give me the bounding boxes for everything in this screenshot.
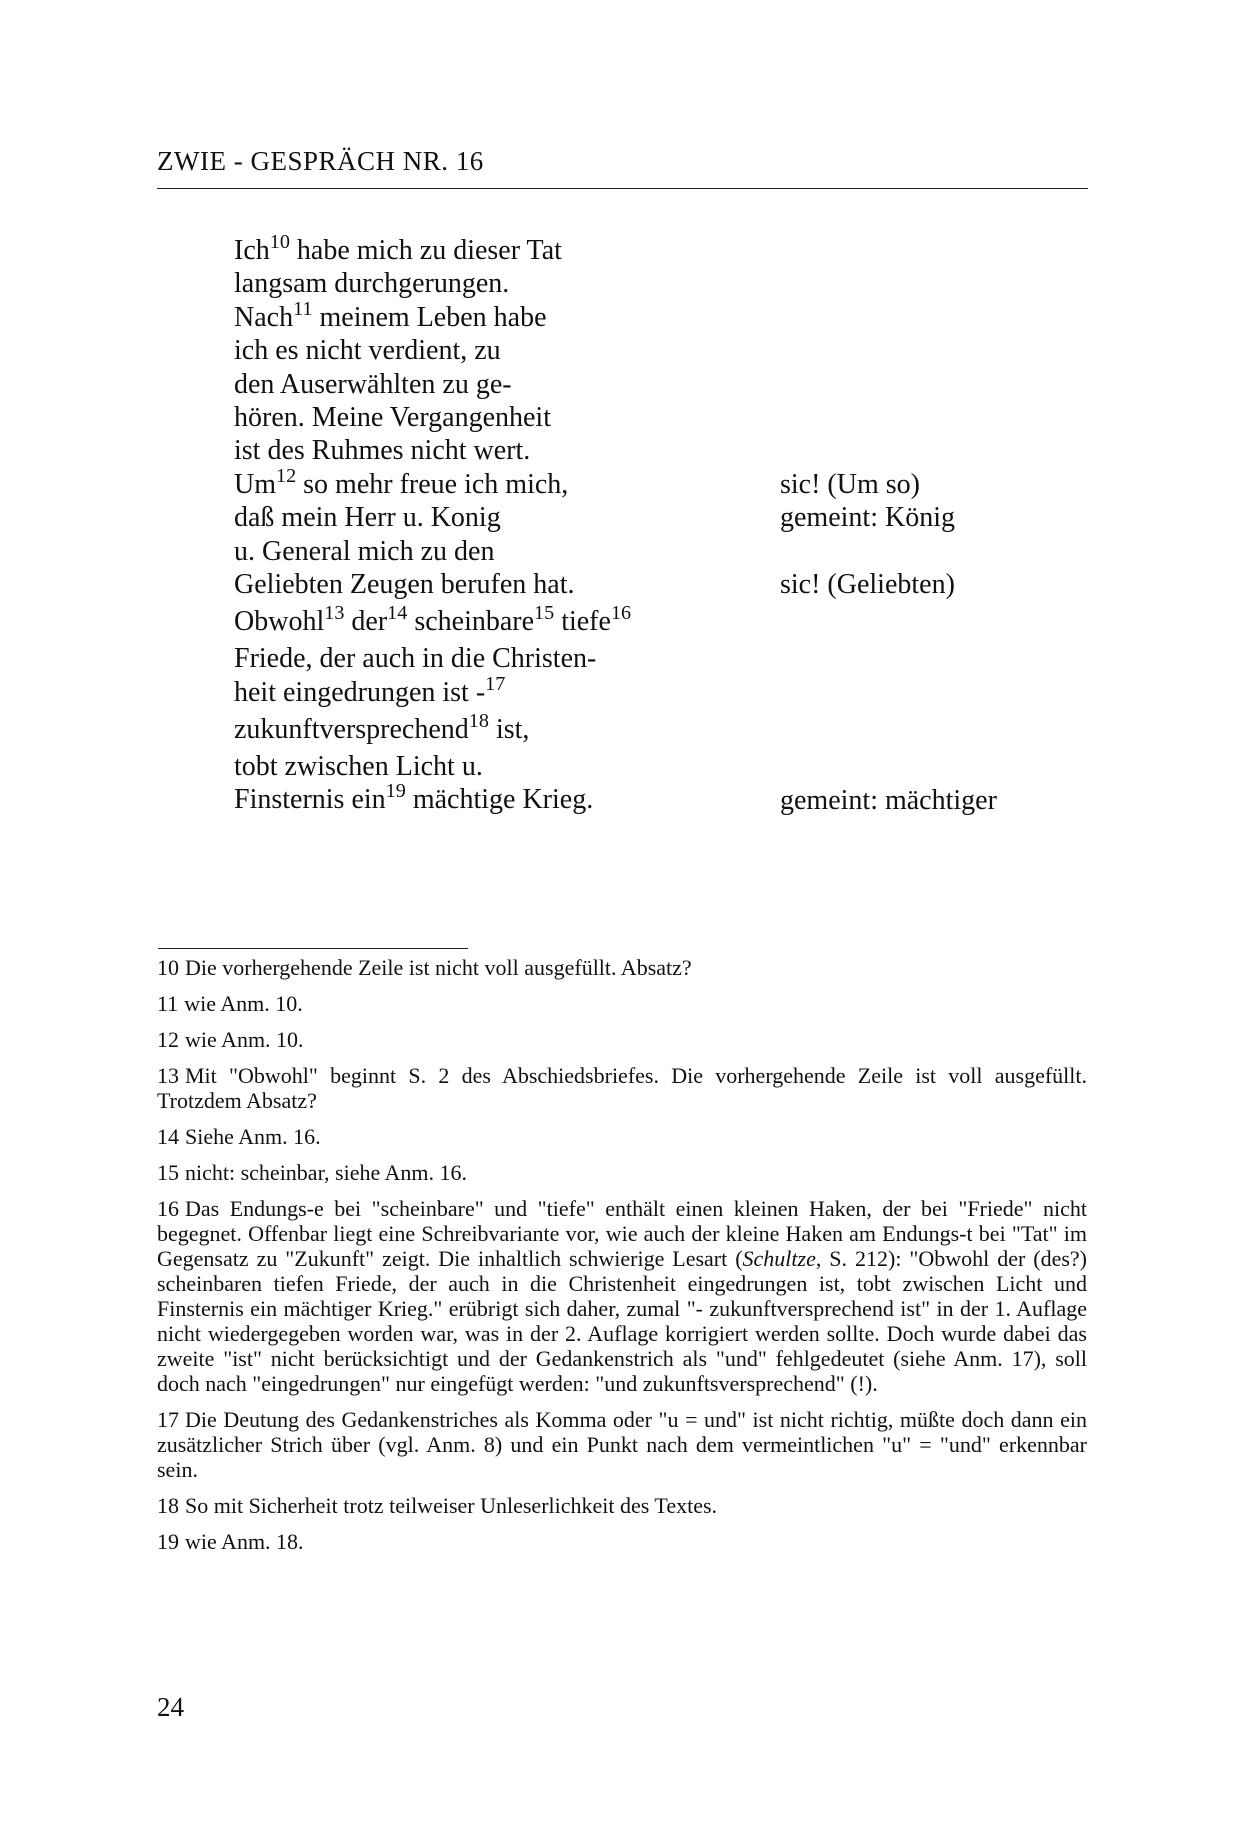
letter-line	[234, 535, 754, 568]
margin-note: sic! (Geliebten)	[780, 569, 955, 600]
footnote-marker: 15	[534, 602, 555, 625]
margin-note: gemeint: mächtiger	[780, 784, 997, 816]
letter-line	[234, 434, 754, 467]
letter-line	[234, 334, 754, 367]
text-segment: nicht: scheinbar, siehe Anm. 16.	[185, 1160, 468, 1185]
letter-line	[234, 568, 754, 601]
text-segment: Obwohl	[234, 606, 325, 638]
footnote-number: 15	[157, 1160, 179, 1185]
text-segment: Das Endungs-e bei "scheinbare" und "tiefe" enthält einen kleinen Haken, der bei "Friede" nicht begegnet. Offenbar liegt eine Schreibvariante vor, wie auch der kleine Haken am Endungs-t bei "Tat" im Gegensatz zu "Zukunft" zeigt. Die inhaltlich schwierige Lesart (	[157, 1196, 1087, 1271]
letter-transcription	[234, 230, 754, 817]
footnote-number: 12	[157, 1027, 179, 1052]
text-segment: meinem Leben habe	[312, 301, 547, 333]
footnote-marker: 19	[385, 780, 406, 803]
footnote-number: 13	[157, 1063, 179, 1088]
footnote	[157, 1493, 1087, 1518]
footnote-number: 14	[157, 1124, 179, 1149]
footnote	[157, 1160, 1087, 1185]
footnote-marker: 14	[387, 602, 408, 625]
letter-line	[234, 297, 754, 334]
footnote-number: 17	[157, 1407, 179, 1432]
text-segment: so mehr freue ich mich,	[296, 468, 569, 500]
footnote-marker: 13	[324, 602, 345, 625]
footnote-number: 16	[157, 1196, 179, 1221]
text-segment: So mit Sicherheit trotz teilweiser Unleserlichkeit des Textes.	[185, 1493, 718, 1518]
letter-line	[234, 464, 754, 501]
text-segment: Friede, der auch in die Christen-	[234, 643, 597, 675]
footnote-marker: 18	[468, 710, 489, 732]
text-segment: u. General mich zu den	[234, 535, 495, 567]
letter-line	[234, 501, 754, 534]
text-segment: zukunftversprechend	[234, 714, 469, 746]
letter-line	[234, 368, 754, 401]
footnote	[157, 1196, 1087, 1396]
page-number: 24	[157, 1692, 184, 1722]
letter-line	[234, 750, 754, 783]
text-segment: Geliebten Zeugen berufen hat.	[234, 568, 575, 600]
letter-line	[234, 709, 754, 750]
footnote-number: 10	[157, 955, 179, 980]
footnote-number: 11	[157, 991, 179, 1016]
footnote-marker: 11	[293, 297, 313, 320]
text-segment: ich es nicht verdient, zu	[234, 335, 501, 367]
footnote-marker: 17	[485, 672, 506, 695]
letter-line	[234, 401, 754, 434]
footnote-marker: 12	[276, 464, 297, 487]
margin-note: gemeint: König	[780, 502, 955, 534]
margin-note: sic! (Um so)	[780, 468, 920, 500]
text-segment: habe mich zu dieser Tat	[289, 235, 562, 266]
text-segment: wie Anm. 18.	[185, 1529, 304, 1554]
letter-line	[234, 642, 754, 675]
footnote	[157, 1529, 1087, 1554]
letter-line	[234, 601, 754, 642]
text-segment: der	[344, 606, 388, 638]
text-segment: mächtige Krieg.	[405, 784, 594, 816]
text-segment: wie Anm. 10.	[185, 1027, 304, 1052]
footnote-number: 18	[157, 1493, 179, 1518]
footnote-marker: 16	[610, 602, 632, 625]
text-segment: Siehe Anm. 16.	[185, 1124, 321, 1149]
text-segment: tobt zwischen Licht u.	[234, 751, 483, 783]
text-segment: daß mein Herr u. Konig	[234, 502, 501, 534]
footnote	[157, 991, 1087, 1016]
italic-text: Schultze	[742, 1246, 816, 1271]
footnote	[157, 1124, 1087, 1149]
text-segment: ist des Ruhmes nicht wert.	[234, 435, 531, 467]
footnote-marker: 10	[269, 230, 290, 253]
text-segment: Die Deutung des Gedankenstriches als Komma oder "u = und" ist nicht richtig, müßte doch dann ein zusätzlicher Strich über (vgl. Anm. 8) und ein Punkt nach dem vermeintlichen "u" = "und" erkennbar sein.	[157, 1407, 1087, 1482]
letter-line	[234, 230, 754, 267]
text-segment: heit eingedrungen ist -	[234, 676, 486, 708]
footnotes	[157, 955, 1087, 1565]
text-segment: tiefe	[554, 606, 611, 638]
text-segment: , S. 212): "Obwohl der (des?) scheinbaren tiefen Friede, der auch in die Christenheit eingedrungen ist, tobt zwischen Licht und Finsternis ein mächtiger Krieg." erübrigt sich daher, zumal "- zukunftversprechend ist" in der 1. Auflage nicht wiedergegeben worden war, was in der 2. Auflage korrigiert werden sollte. Doch wurde dabei das zweite "ist" nicht berücksichtigt und der Gedankenstrich als "und" fehlgedeutet (siehe Anm. 17), soll doch nach "eingedrungen" nur eingefügt werden: "und zukunftsversprechend" (!).	[157, 1246, 1087, 1396]
text-segment: Mit "Obwohl" beginnt S. 2 des Abschiedsbriefes. Die vorhergehende Zeile ist voll ausgefüllt. Trotzdem Absatz?	[157, 1063, 1087, 1113]
text-segment: Finsternis ein	[234, 784, 386, 816]
footnote	[157, 955, 1087, 980]
text-segment: ist,	[488, 714, 530, 746]
text-segment: Die vorhergehende Zeile ist nicht voll ausgefüllt. Absatz?	[185, 955, 692, 980]
text-segment: langsam durchgerungen.	[234, 268, 510, 300]
running-head: ZWIE - GESPRÄCH NR. 16	[157, 146, 484, 176]
text-segment: scheinbare	[407, 606, 535, 638]
text-segment: wie Anm. 10.	[184, 991, 303, 1016]
header-rule	[157, 188, 1088, 189]
text-segment: den Auserwählten zu ge-	[234, 368, 512, 400]
letter-line	[234, 780, 754, 816]
text-segment: Nach	[234, 301, 294, 333]
text-segment: Um	[234, 468, 276, 500]
footnote	[157, 1063, 1087, 1113]
text-segment: Ich	[234, 235, 270, 266]
letter-line	[234, 267, 754, 300]
footnote	[157, 1027, 1087, 1052]
letter-line	[234, 672, 754, 709]
footnote-number: 19	[157, 1529, 179, 1554]
footnote-rule	[158, 948, 468, 949]
text-segment: hören. Meine Vergangenheit	[234, 401, 551, 433]
footnote	[157, 1407, 1087, 1482]
